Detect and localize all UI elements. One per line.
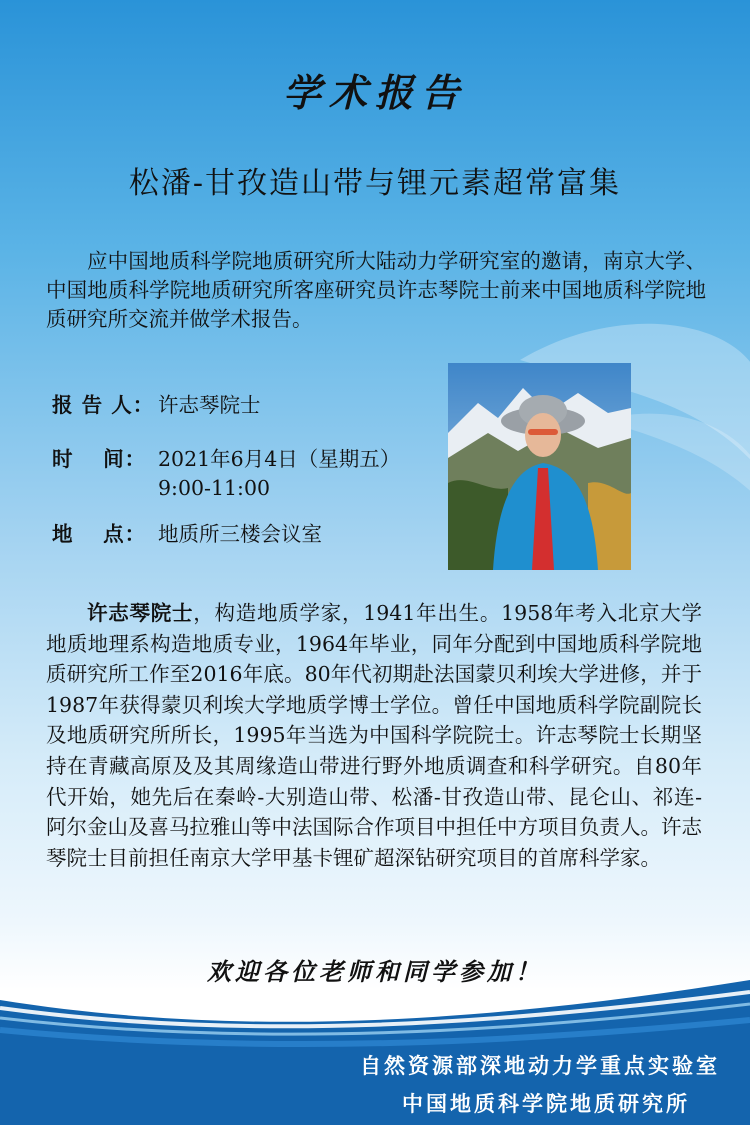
- bio-name: 许志琴院士: [87, 601, 194, 625]
- speaker-label: 报 告 人：: [52, 393, 155, 417]
- talk-title: 松潘-甘孜造山带与锂元素超常富集: [128, 166, 622, 201]
- time-date: 2021年6月4日（星期五）: [158, 447, 401, 471]
- speaker-biography: [46, 598, 702, 873]
- organizer-lab: 自然资源部深地动力学重点实验室: [360, 1053, 720, 1078]
- place-row: [52, 517, 322, 547]
- speaker-photo: [448, 363, 631, 570]
- organizer-institute: 中国地质科学院地质研究所: [402, 1091, 690, 1116]
- time-label: 时 间：: [52, 447, 147, 471]
- bio-text: ，构造地质学家，1941年出生。1958年考入北京大学地质地理系构造地质专业，1964年毕业，同年分配到中国地质科学院地质研究所工作至2016年底。80年代初期赴法国蒙贝利埃大学进修，并于1987年获得蒙贝利埃大学地质学博士学位。曾任中国地质科学院副院长及地质研究所所长，1995年当选为中国科学院院士。许志琴院士长期坚持在青藏高原及及其周缘造山带进行野外地质调查和科学研究。自80年代开始，她先后在秦岭-大别造山带、松潘-甘孜造山带、昆仑山、祁连-阿尔金山及喜马拉雅山等中法国际合作项目中担任中方项目负责人。许志琴院士目前担任南京大学甲基卡锂矿超深钻研究项目的首席科学家。: [46, 601, 703, 870]
- place-label: 地 点：: [52, 522, 147, 546]
- page-title: 学术报告: [282, 70, 467, 115]
- place-value: 地质所三楼会议室: [158, 522, 322, 546]
- welcome-line: 欢迎各位老师和同学参加！: [207, 957, 543, 986]
- speaker-row: [52, 388, 261, 418]
- speaker-value: 许志琴院士: [158, 393, 261, 417]
- time-row: [52, 445, 400, 503]
- invitation-paragraph: 应中国地质科学院地质研究所大陆动力学研究室的邀请，南京大学、中国地质科学院地质研究所客座研究员许志琴院士前来中国地质科学院地质研究所交流并做学术报告。: [46, 249, 706, 331]
- time-hours: 9:00-11:00: [158, 476, 271, 500]
